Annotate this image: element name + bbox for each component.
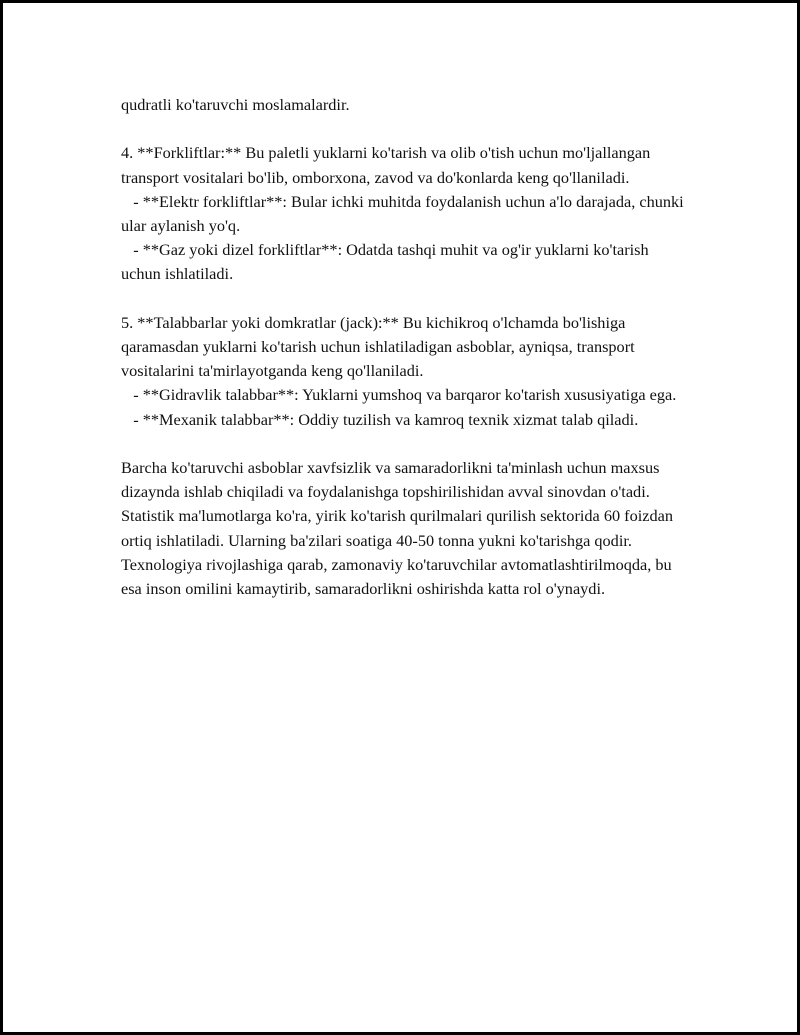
paragraph-jacks: 5. **Talabbarlar yoki domkratlar (jack):** Bu kichikroq o'lchamda bo'lishiga qaramasdan yuklarni ko'tarish uchun ishlatiladigan asboblar, ayniqsa, transport vositalarini ta'mirlayotganda keng qo'llaniladi. - **Gidravlik talabbar**: Yuklarni yumshoq va barqaror ko'tarish xususiyatiga ega. - **Mexanik talabbar**: Oddiy tuzilish va kamroq texnik xizmat talab qiladi. — [121, 312, 677, 429]
page-body — [121, 93, 689, 601]
paragraph-spacer — [121, 432, 689, 456]
paragraph-forklifts: 4. **Forkliftlar:** Bu paletli yuklarni ko'tarish va olib o'tish uchun mo'ljallangan transport vositalari bo'lib, omborxona, zavod va do'konlarda keng qo'llaniladi. - **Elektr forkliftlar**: Bular ichki muhitda foydalanish uchun a'lo darajada, chunki ular aylanish yo'q. - **Gaz yoki dizel forkliftlar**: Odatda tashqi muhit va og'ir yuklarni ko'tarish uchun ishlatiladi. — [121, 143, 684, 284]
paragraph-spacer — [121, 117, 689, 141]
paragraph-spacer — [121, 287, 689, 311]
paragraph-continuation: qudratli ko'taruvchi moslamalardir. — [121, 95, 350, 114]
paragraph-summary: Barcha ko'taruvchi asboblar xavfsizlik va samaradorlikni ta'minlash uchun maxsus dizaynda ishlab chiqiladi va foydalanishga topshirilishidan avval sinovdan o'tadi. Statistik ma'lumotlarga ko'ra, yirik ko'tarish qurilmalari qurilish sektorida 60 foizdan ortiq ishlatiladi. Ularning ba'zilari soatiga 40-50 tonna yukni ko'tarishga qodir. Texnologiya rivojlashiga qarab, zamonaviy ko'taruvchilar avtomatlashtirilmoqda, bu esa inson omilini kamaytirib, samaradorlikni oshirishda katta rol o'ynaydi. — [121, 458, 678, 599]
